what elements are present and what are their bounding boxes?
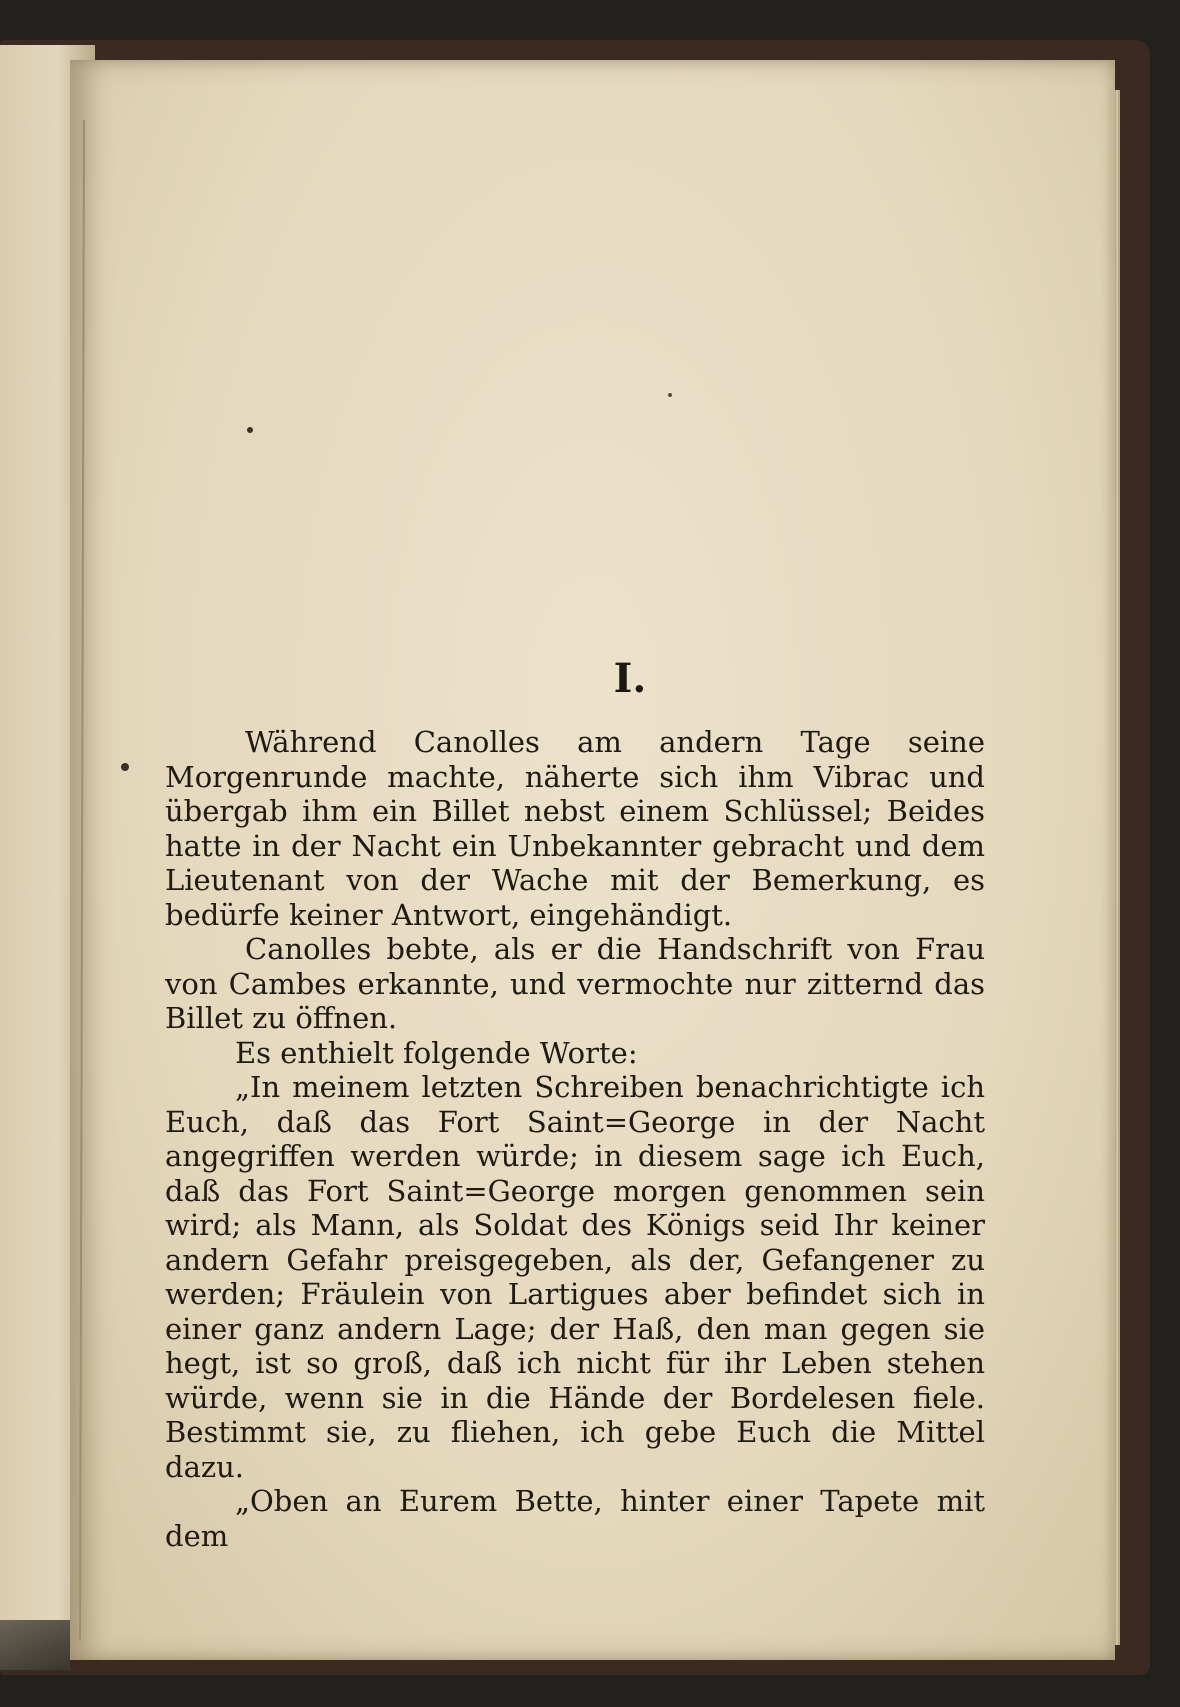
paragraph-2: Canolles bebte, als er die Handschrift von Frau von Cambes erkannte, und vermochte nur zitternd das Billet zu öffnen. bbox=[165, 932, 985, 1035]
paragraph-3: Es enthielt folgende Worte: bbox=[235, 1035, 638, 1070]
paragraph-5: „Oben an Eurem Bette, hinter einer Tapete mit dem bbox=[165, 1484, 985, 1553]
paragraph-1: Während Canolles am andern Tage seine Morgenrunde machte, näherte sich ihm Vibrac und übergab ihm ein Billet nebst einem Schlüssel; Beides hatte in der Nacht ein Unbekannter gebracht und dem Lieutenant von der Wache mit der Bemerkung, es bedürfe keiner Antwort, eingehändigt. bbox=[165, 725, 985, 932]
paragraph-4: „In meinem letzten Schreiben benachrichtigte ich Euch, daß das Fort Saint=George in der Nacht angegriffen werden würde; in diesem sage ich Euch, daß das Fort Saint=George morgen genommen sein wird; als Mann, als Soldat des Königs seid Ihr keiner andern Gefahr preisgegeben, als der, Gefangener zu werden; Fräulein von Lartigues aber befindet sich in einer ganz andern Lage; der Haß, den man gegen sie hegt, ist so groß, daß ich nicht für ihr Leben stehen würde, wenn sie in die Hände der Bordelesen fiele. Bestimmt sie, zu fliehen, ich gebe Euch die Mittel dazu. bbox=[165, 1070, 985, 1484]
body-text bbox=[165, 725, 985, 1553]
bookmark-ribbon bbox=[0, 1620, 70, 1670]
chapter-heading: I. bbox=[613, 655, 647, 702]
